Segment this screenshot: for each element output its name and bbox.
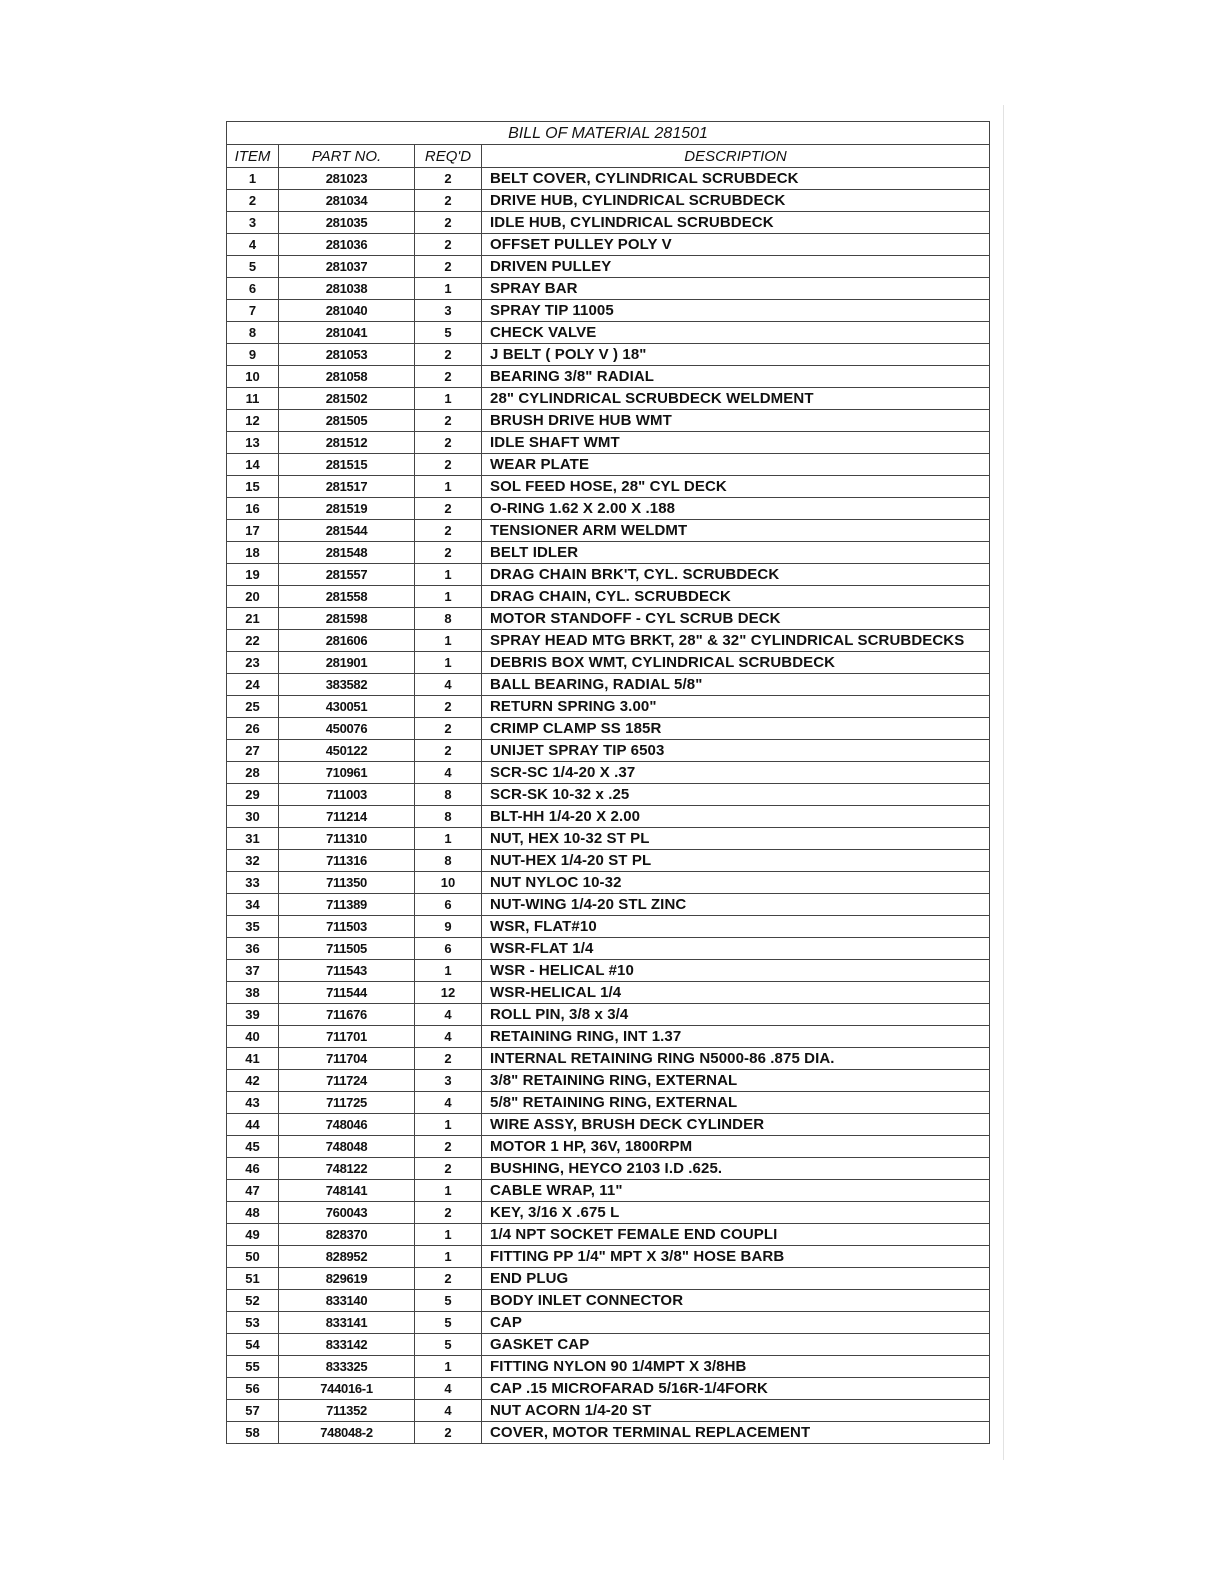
table-row (227, 344, 990, 366)
description-cell: BELT IDLER (482, 542, 990, 564)
part-number-cell: 281036 (279, 234, 415, 256)
quantity-cell: 4 (415, 1378, 482, 1400)
table-row (227, 1334, 990, 1356)
description-cell: MOTOR STANDOFF - CYL SCRUB DECK (482, 608, 990, 630)
description-cell: FITTING NYLON 90 1/4MPT X 3/8HB (482, 1356, 990, 1378)
description-cell: KEY, 3/16 X .675 L (482, 1202, 990, 1224)
part-number-cell: 281041 (279, 322, 415, 344)
item-number-cell: 1 (227, 168, 279, 190)
item-number-cell: 47 (227, 1180, 279, 1202)
table-row (227, 520, 990, 542)
quantity-cell: 5 (415, 1290, 482, 1312)
part-number-cell: 711505 (279, 938, 415, 960)
part-number-cell: 281040 (279, 300, 415, 322)
quantity-cell: 4 (415, 1400, 482, 1422)
table-row (227, 1312, 990, 1334)
description-cell: 3/8" RETAINING RING, EXTERNAL (482, 1070, 990, 1092)
item-number-cell: 56 (227, 1378, 279, 1400)
part-number-cell: 828952 (279, 1246, 415, 1268)
item-number-cell: 37 (227, 960, 279, 982)
description-cell: WEAR PLATE (482, 454, 990, 476)
quantity-cell: 9 (415, 916, 482, 938)
description-cell: WSR, FLAT#10 (482, 916, 990, 938)
header-reqd: REQ'D (415, 145, 482, 168)
table-row (227, 718, 990, 740)
description-cell: WSR-HELICAL 1/4 (482, 982, 990, 1004)
item-number-cell: 2 (227, 190, 279, 212)
table-row (227, 696, 990, 718)
description-cell: NUT-HEX 1/4-20 ST PL (482, 850, 990, 872)
item-number-cell: 38 (227, 982, 279, 1004)
part-number-cell: 281512 (279, 432, 415, 454)
part-number-cell: 748046 (279, 1114, 415, 1136)
description-cell: DEBRIS BOX WMT, CYLINDRICAL SCRUBDECK (482, 652, 990, 674)
description-cell: O-RING 1.62 X 2.00 X .188 (482, 498, 990, 520)
quantity-cell: 1 (415, 1224, 482, 1246)
quantity-cell: 2 (415, 344, 482, 366)
item-number-cell: 14 (227, 454, 279, 476)
quantity-cell: 2 (415, 256, 482, 278)
part-number-cell: 281502 (279, 388, 415, 410)
item-number-cell: 17 (227, 520, 279, 542)
quantity-cell: 1 (415, 278, 482, 300)
item-number-cell: 15 (227, 476, 279, 498)
part-number-cell: 711389 (279, 894, 415, 916)
table-row (227, 300, 990, 322)
part-number-cell: 281515 (279, 454, 415, 476)
table-row (227, 850, 990, 872)
quantity-cell: 2 (415, 718, 482, 740)
description-cell: COVER, MOTOR TERMINAL REPLACEMENT (482, 1422, 990, 1444)
part-number-cell: 281517 (279, 476, 415, 498)
description-cell: NUT ACORN 1/4-20 ST (482, 1400, 990, 1422)
description-cell: SPRAY HEAD MTG BRKT, 28" & 32" CYLINDRICAL SCRUBDECKS (482, 630, 990, 652)
quantity-cell: 3 (415, 300, 482, 322)
item-number-cell: 48 (227, 1202, 279, 1224)
quantity-cell: 6 (415, 938, 482, 960)
quantity-cell: 8 (415, 850, 482, 872)
part-number-cell: 281598 (279, 608, 415, 630)
item-number-cell: 53 (227, 1312, 279, 1334)
table-row (227, 454, 990, 476)
quantity-cell: 1 (415, 1246, 482, 1268)
description-cell: IDLE SHAFT WMT (482, 432, 990, 454)
quantity-cell: 4 (415, 1004, 482, 1026)
item-number-cell: 8 (227, 322, 279, 344)
part-number-cell: 711724 (279, 1070, 415, 1092)
table-row (227, 938, 990, 960)
table-row (227, 784, 990, 806)
item-number-cell: 34 (227, 894, 279, 916)
description-cell: OFFSET PULLEY POLY V (482, 234, 990, 256)
part-number-cell: 744016-1 (279, 1378, 415, 1400)
table-row (227, 278, 990, 300)
table-title-row (227, 122, 990, 145)
quantity-cell: 1 (415, 652, 482, 674)
header-description: DESCRIPTION (482, 145, 990, 168)
part-number-cell: 711214 (279, 806, 415, 828)
description-cell: MOTOR 1 HP, 36V, 1800RPM (482, 1136, 990, 1158)
item-number-cell: 16 (227, 498, 279, 520)
quantity-cell: 12 (415, 982, 482, 1004)
item-number-cell: 24 (227, 674, 279, 696)
item-number-cell: 40 (227, 1026, 279, 1048)
description-cell: CAP (482, 1312, 990, 1334)
item-number-cell: 4 (227, 234, 279, 256)
description-cell: NUT-WING 1/4-20 STL ZINC (482, 894, 990, 916)
part-number-cell: 748048 (279, 1136, 415, 1158)
part-number-cell: 281544 (279, 520, 415, 542)
part-number-cell: 748048-2 (279, 1422, 415, 1444)
table-row (227, 322, 990, 344)
description-cell: NUT NYLOC 10-32 (482, 872, 990, 894)
description-cell: SOL FEED HOSE, 28" CYL DECK (482, 476, 990, 498)
item-number-cell: 9 (227, 344, 279, 366)
table-row (227, 1422, 990, 1444)
part-number-cell: 281505 (279, 410, 415, 432)
quantity-cell: 1 (415, 564, 482, 586)
table-row (227, 498, 990, 520)
header-part-no: PART NO. (279, 145, 415, 168)
quantity-cell: 2 (415, 234, 482, 256)
table-row (227, 1026, 990, 1048)
description-cell: BUSHING, HEYCO 2103 I.D .625. (482, 1158, 990, 1180)
quantity-cell: 1 (415, 1114, 482, 1136)
item-number-cell: 45 (227, 1136, 279, 1158)
description-cell: RETURN SPRING 3.00" (482, 696, 990, 718)
quantity-cell: 2 (415, 1136, 482, 1158)
table-row (227, 740, 990, 762)
quantity-cell: 2 (415, 366, 482, 388)
table-row (227, 608, 990, 630)
part-number-cell: 711003 (279, 784, 415, 806)
item-number-cell: 31 (227, 828, 279, 850)
item-number-cell: 43 (227, 1092, 279, 1114)
description-cell: WIRE ASSY, BRUSH DECK CYLINDER (482, 1114, 990, 1136)
table-row (227, 1004, 990, 1026)
table-row (227, 1246, 990, 1268)
item-number-cell: 21 (227, 608, 279, 630)
item-number-cell: 25 (227, 696, 279, 718)
item-number-cell: 3 (227, 212, 279, 234)
table-row (227, 652, 990, 674)
table-row (227, 168, 990, 190)
quantity-cell: 2 (415, 1202, 482, 1224)
bill-of-material-table (226, 121, 990, 1444)
table-row (227, 674, 990, 696)
item-number-cell: 23 (227, 652, 279, 674)
part-number-cell: 711544 (279, 982, 415, 1004)
part-number-cell: 281557 (279, 564, 415, 586)
quantity-cell: 8 (415, 784, 482, 806)
table-row (227, 828, 990, 850)
part-number-cell: 711701 (279, 1026, 415, 1048)
part-number-cell: 710961 (279, 762, 415, 784)
quantity-cell: 2 (415, 1048, 482, 1070)
table-row (227, 410, 990, 432)
description-cell: SPRAY BAR (482, 278, 990, 300)
part-number-cell: 748122 (279, 1158, 415, 1180)
table-row (227, 916, 990, 938)
item-number-cell: 36 (227, 938, 279, 960)
part-number-cell: 281053 (279, 344, 415, 366)
item-number-cell: 18 (227, 542, 279, 564)
item-number-cell: 46 (227, 1158, 279, 1180)
quantity-cell: 1 (415, 1180, 482, 1202)
table-row (227, 1180, 990, 1202)
part-number-cell: 281023 (279, 168, 415, 190)
page-edge-line (1003, 105, 1004, 1460)
description-cell: TENSIONER ARM WELDMT (482, 520, 990, 542)
quantity-cell: 8 (415, 608, 482, 630)
part-number-cell: 281035 (279, 212, 415, 234)
description-cell: SCR-SK 10-32 x .25 (482, 784, 990, 806)
item-number-cell: 33 (227, 872, 279, 894)
table-row (227, 1268, 990, 1290)
table-row (227, 432, 990, 454)
description-cell: GASKET CAP (482, 1334, 990, 1356)
table-row (227, 872, 990, 894)
item-number-cell: 7 (227, 300, 279, 322)
part-number-cell: 281038 (279, 278, 415, 300)
quantity-cell: 1 (415, 960, 482, 982)
table-row (227, 762, 990, 784)
part-number-cell: 450076 (279, 718, 415, 740)
item-number-cell: 57 (227, 1400, 279, 1422)
item-number-cell: 5 (227, 256, 279, 278)
table-row (227, 256, 990, 278)
part-number-cell: 450122 (279, 740, 415, 762)
description-cell: UNIJET SPRAY TIP 6503 (482, 740, 990, 762)
table-row (227, 1224, 990, 1246)
description-cell: WSR-FLAT 1/4 (482, 938, 990, 960)
part-number-cell: 281548 (279, 542, 415, 564)
quantity-cell: 1 (415, 828, 482, 850)
description-cell: J BELT ( POLY V ) 18" (482, 344, 990, 366)
table-row (227, 1290, 990, 1312)
quantity-cell: 8 (415, 806, 482, 828)
description-cell: RETAINING RING, INT 1.37 (482, 1026, 990, 1048)
table-row (227, 982, 990, 1004)
quantity-cell: 4 (415, 762, 482, 784)
description-cell: BELT COVER, CYLINDRICAL SCRUBDECK (482, 168, 990, 190)
quantity-cell: 2 (415, 410, 482, 432)
description-cell: CRIMP CLAMP SS 185R (482, 718, 990, 740)
part-number-cell: 281034 (279, 190, 415, 212)
table-row (227, 586, 990, 608)
quantity-cell: 2 (415, 1158, 482, 1180)
quantity-cell: 2 (415, 1422, 482, 1444)
item-number-cell: 26 (227, 718, 279, 740)
description-cell: CAP .15 MICROFARAD 5/16R-1/4FORK (482, 1378, 990, 1400)
description-cell: NUT, HEX 10-32 ST PL (482, 828, 990, 850)
description-cell: DRIVEN PULLEY (482, 256, 990, 278)
description-cell: INTERNAL RETAINING RING N5000-86 .875 DIA. (482, 1048, 990, 1070)
item-number-cell: 49 (227, 1224, 279, 1246)
part-number-cell: 833325 (279, 1356, 415, 1378)
item-number-cell: 51 (227, 1268, 279, 1290)
item-number-cell: 11 (227, 388, 279, 410)
part-number-cell: 748141 (279, 1180, 415, 1202)
item-number-cell: 58 (227, 1422, 279, 1444)
description-cell: 1/4 NPT SOCKET FEMALE END COUPLI (482, 1224, 990, 1246)
item-number-cell: 29 (227, 784, 279, 806)
item-number-cell: 28 (227, 762, 279, 784)
part-number-cell: 281606 (279, 630, 415, 652)
item-number-cell: 52 (227, 1290, 279, 1312)
item-number-cell: 30 (227, 806, 279, 828)
part-number-cell: 281037 (279, 256, 415, 278)
description-cell: 5/8" RETAINING RING, EXTERNAL (482, 1092, 990, 1114)
table-row (227, 542, 990, 564)
description-cell: BEARING 3/8" RADIAL (482, 366, 990, 388)
description-cell: SPRAY TIP 11005 (482, 300, 990, 322)
description-cell: END PLUG (482, 1268, 990, 1290)
table-row (227, 630, 990, 652)
part-number-cell: 281558 (279, 586, 415, 608)
item-number-cell: 42 (227, 1070, 279, 1092)
table-row (227, 1070, 990, 1092)
table-row (227, 1092, 990, 1114)
table-row (227, 1356, 990, 1378)
part-number-cell: 711543 (279, 960, 415, 982)
part-number-cell: 281519 (279, 498, 415, 520)
quantity-cell: 2 (415, 1268, 482, 1290)
quantity-cell: 5 (415, 1334, 482, 1356)
part-number-cell: 711704 (279, 1048, 415, 1070)
quantity-cell: 3 (415, 1070, 482, 1092)
item-number-cell: 39 (227, 1004, 279, 1026)
quantity-cell: 4 (415, 1026, 482, 1048)
table-title: BILL OF MATERIAL 281501 (227, 122, 990, 145)
quantity-cell: 5 (415, 1312, 482, 1334)
table-row (227, 894, 990, 916)
part-number-cell: 711676 (279, 1004, 415, 1026)
quantity-cell: 1 (415, 476, 482, 498)
table-row (227, 1136, 990, 1158)
quantity-cell: 4 (415, 674, 482, 696)
item-number-cell: 22 (227, 630, 279, 652)
part-number-cell: 430051 (279, 696, 415, 718)
quantity-cell: 2 (415, 542, 482, 564)
description-cell: 28" CYLINDRICAL SCRUBDECK WELDMENT (482, 388, 990, 410)
table-row (227, 960, 990, 982)
description-cell: BALL BEARING, RADIAL 5/8" (482, 674, 990, 696)
item-number-cell: 12 (227, 410, 279, 432)
quantity-cell: 1 (415, 388, 482, 410)
description-cell: DRAG CHAIN BRK'T, CYL. SCRUBDECK (482, 564, 990, 586)
part-number-cell: 760043 (279, 1202, 415, 1224)
item-number-cell: 54 (227, 1334, 279, 1356)
quantity-cell: 2 (415, 696, 482, 718)
quantity-cell: 5 (415, 322, 482, 344)
quantity-cell: 2 (415, 520, 482, 542)
quantity-cell: 1 (415, 630, 482, 652)
description-cell: CABLE WRAP, 11" (482, 1180, 990, 1202)
part-number-cell: 383582 (279, 674, 415, 696)
description-cell: BODY INLET CONNECTOR (482, 1290, 990, 1312)
table-row (227, 1048, 990, 1070)
part-number-cell: 711503 (279, 916, 415, 938)
quantity-cell: 2 (415, 168, 482, 190)
description-cell: WSR - HELICAL #10 (482, 960, 990, 982)
part-number-cell: 828370 (279, 1224, 415, 1246)
item-number-cell: 35 (227, 916, 279, 938)
description-cell: ROLL PIN, 3/8 x 3/4 (482, 1004, 990, 1026)
description-cell: DRAG CHAIN, CYL. SCRUBDECK (482, 586, 990, 608)
part-number-cell: 281901 (279, 652, 415, 674)
quantity-cell: 2 (415, 190, 482, 212)
description-cell: CHECK VALVE (482, 322, 990, 344)
table-row (227, 564, 990, 586)
part-number-cell: 711316 (279, 850, 415, 872)
table-row (227, 1400, 990, 1422)
description-cell: BLT-HH 1/4-20 X 2.00 (482, 806, 990, 828)
table-row (227, 366, 990, 388)
item-number-cell: 6 (227, 278, 279, 300)
quantity-cell: 6 (415, 894, 482, 916)
table-row (227, 476, 990, 498)
item-number-cell: 55 (227, 1356, 279, 1378)
item-number-cell: 13 (227, 432, 279, 454)
part-number-cell: 833142 (279, 1334, 415, 1356)
description-cell: IDLE HUB, CYLINDRICAL SCRUBDECK (482, 212, 990, 234)
quantity-cell: 1 (415, 1356, 482, 1378)
quantity-cell: 2 (415, 498, 482, 520)
quantity-cell: 10 (415, 872, 482, 894)
item-number-cell: 10 (227, 366, 279, 388)
table-row (227, 1114, 990, 1136)
part-number-cell: 711352 (279, 1400, 415, 1422)
part-number-cell: 281058 (279, 366, 415, 388)
table-row (227, 1378, 990, 1400)
description-cell: BRUSH DRIVE HUB WMT (482, 410, 990, 432)
part-number-cell: 833141 (279, 1312, 415, 1334)
part-number-cell: 711725 (279, 1092, 415, 1114)
quantity-cell: 1 (415, 586, 482, 608)
table-row (227, 806, 990, 828)
description-cell: SCR-SC 1/4-20 X .37 (482, 762, 990, 784)
item-number-cell: 44 (227, 1114, 279, 1136)
item-number-cell: 50 (227, 1246, 279, 1268)
item-number-cell: 27 (227, 740, 279, 762)
part-number-cell: 711310 (279, 828, 415, 850)
table-row (227, 234, 990, 256)
quantity-cell: 2 (415, 212, 482, 234)
description-cell: FITTING PP 1/4" MPT X 3/8" HOSE BARB (482, 1246, 990, 1268)
table-header-row (227, 145, 990, 168)
item-number-cell: 20 (227, 586, 279, 608)
part-number-cell: 833140 (279, 1290, 415, 1312)
description-cell: DRIVE HUB, CYLINDRICAL SCRUBDECK (482, 190, 990, 212)
table-row (227, 1158, 990, 1180)
table-row (227, 190, 990, 212)
quantity-cell: 2 (415, 454, 482, 476)
part-number-cell: 829619 (279, 1268, 415, 1290)
table-row (227, 212, 990, 234)
table-row (227, 388, 990, 410)
item-number-cell: 32 (227, 850, 279, 872)
item-number-cell: 41 (227, 1048, 279, 1070)
quantity-cell: 2 (415, 432, 482, 454)
part-number-cell: 711350 (279, 872, 415, 894)
quantity-cell: 2 (415, 740, 482, 762)
item-number-cell: 19 (227, 564, 279, 586)
table-row (227, 1202, 990, 1224)
header-item: ITEM (227, 145, 279, 168)
quantity-cell: 4 (415, 1092, 482, 1114)
